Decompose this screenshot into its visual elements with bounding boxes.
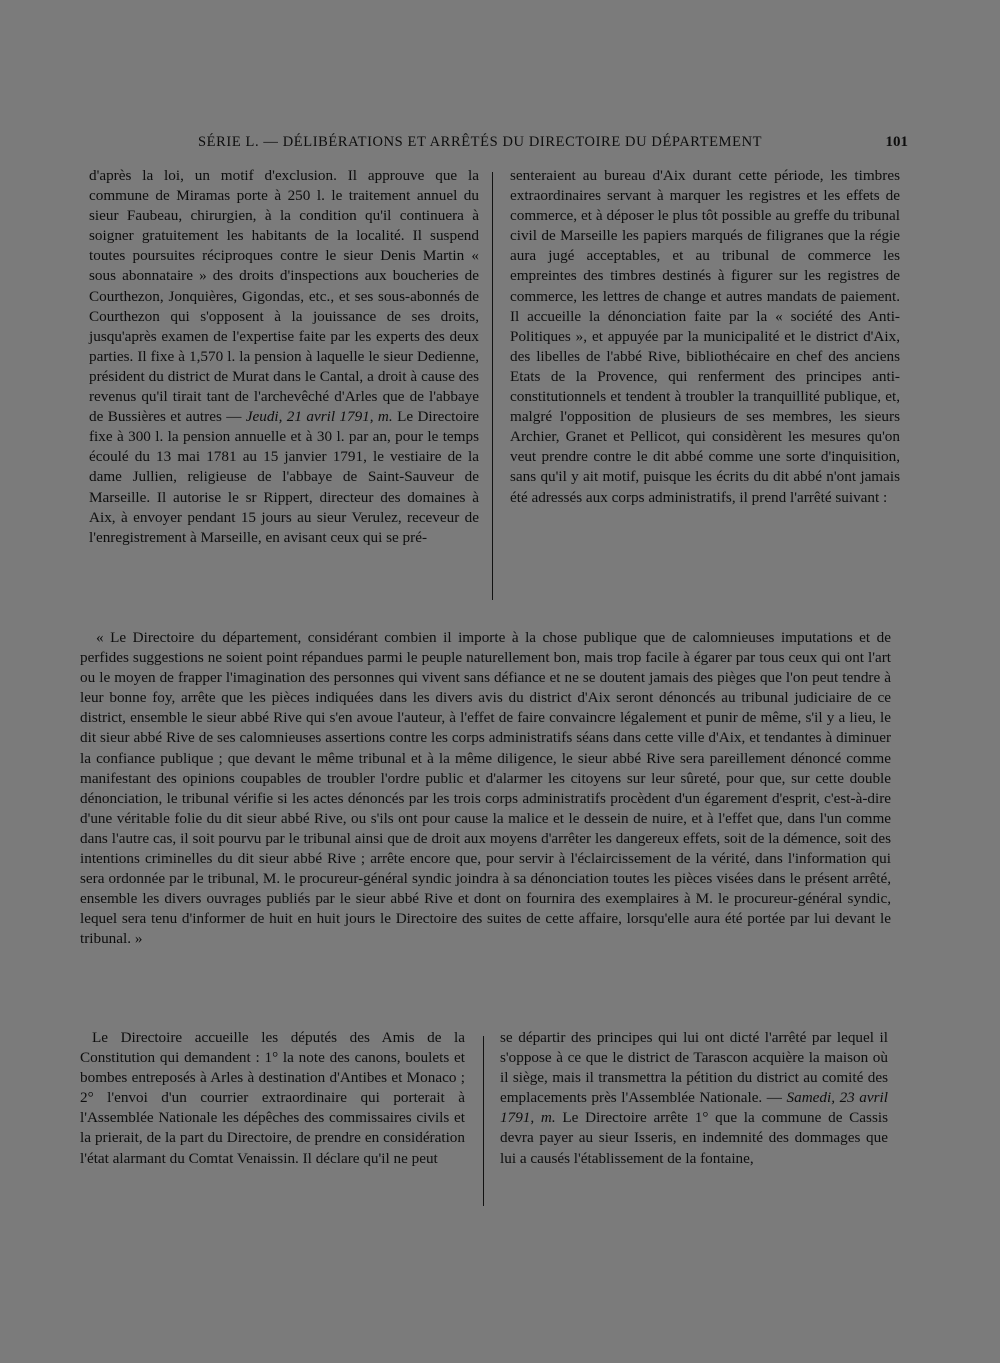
paragraph (89, 166, 479, 548)
top-right-column (510, 166, 900, 508)
paragraph-text: Le Directoire fixe à 300 l. la pension annuelle et à 30 l. par an, pour le temps écoulé du 13 mai 1781 au 15 janvier 1791, le vestiaire de la dame Jullien, religieuse de l'abbaye de Saint-Sauveur de Marseille. Il autorise le sr Rippert, directeur des domaines à Aix, à envoyer pendant 15 jours au sieur Verulez, receveur de l'enregistrement à Marseille, en avisant ceux qui se pré- (89, 408, 479, 546)
session-date: Jeudi, 21 avril 1791, m. (245, 408, 393, 426)
column-divider (492, 172, 493, 600)
paragraph-text: se départir des principes qui lui ont dicté l'arrêté par lequel il s'oppose à ce que le district de Tarascon acquière la maison où il siège, mais il transmettra la pétition du district au comité des emplacements près l'Assemblée Nationale. — (500, 1029, 888, 1107)
column-divider (483, 1036, 484, 1206)
bottom-right-column (500, 1028, 888, 1169)
page-header (198, 134, 908, 156)
paragraph-text: d'après la loi, un motif d'exclusion. Il approuve que la commune de Miramas porte à 250 l. le traitement annuel du sieur Faubeau, chirurgien, à la condition qu'il continuera à soigner gratuitement les habitants de la localité. Il suspend toutes poursuites réciproques contre le sieur Denis Martin « sous abonnataire » des droits d'inspections aux boucheries de Courthezon, Jonquières, Gigondas, etc., et ses sous-abonnés de Courthezon qui s'opposent à la jouissance de ses droits, jusqu'après examen de l'expertise faite par les experts des deux parties. Il fixe à 1,570 l. la pension à laquelle le sieur Dedienne, président du district de Murat dans le Cantal, a droit à cause des revenus qu'il tirait tant de l'archevêché d'Arles que de l'abbaye de Bussières et autres — (89, 167, 479, 426)
quote-text: « Le Directoire du département, considérant combien il importe à la chose publique que de calomnieuses imputations et de perfides suggestions ne soient point répandues parmi le peuple naturellement bon, mais trop facile à égarer par tous ceux qui ont l'art ou le moyen de frapper l'imagination des personnes qui vivent sans défiance et ne se doutent jamais des pièges que l'on peut tendre à leur bonne foy, arrête que les pièces indiquées dans les divers avis du district d'Aix seront dénoncés au tribunal judiciaire de ce district, ensemble le sieur abbé Rive qui s'en avoue l'auteur, à l'effet de faire convaincre légalement et punir de même, s'il y a lieu, le dit sieur abbé Rive de ses calomnieuses assertions contre les corps administratifs séans dans cette ville d'Aix, et tendantes à diminuer la confiance publique ; que devant le même tribunal et à la même diligence, le sieur abbé Rive sera pareillement dénoncé comme manifestant des opinions coupables de troubler l'ordre public et d'alarmer les citoyens sur leur sûreté, pour que, sur cette double dénonciation, le tribunal vérifie si les actes dénoncés par les trois corps administratifs procèdent d'un égarement d'esprit, c'est-à-dire d'une véritable folie du dit sieur abbé Rive, ou s'ils ont pour cause la malice et le dessein de nuire, et à l'effet que, dans l'un comme dans l'autre cas, il soit pourvu par le tribunal ainsi que de droit aux moyens d'arrêter les dangereux effets, soit de la démence, soit des intentions criminelles du dit sieur abbé Rive ; arrête encore que, pour servir à l'éclaircissement de la vérité, dans l'information qui sera ordonnée par le tribunal, M. le procureur-général syndic joindra à sa dénonciation toutes les pièces visées dans le présent arrêté, ensemble les divers ouvrages publiés par le sieur abbé Rive et dont on fournira des exemplaires à M. le procureur-général syndic, lequel sera tenu d'informer de huit en huit jours le Directoire des suites de cette affaire, lorsqu'elle aura été portée par lui devant le tribunal. » (80, 629, 891, 948)
paragraph-text: Le Directoire accueille les députés des Amis de la Constitution qui demandent : 1° la note des canons, boulets et bombes entreposés à Arles à destination d'Antibes et Monaco ; 2° l'envoi d'un courrier extraordinaire qui porterait à l'Assemblée Nationale les dépêches des commissaires civils et la prierait, de la part du Directoire, de prendre en considération l'état alarmant du Comtat Venaissin. Il déclare qu'il ne peut (80, 1029, 465, 1167)
paragraph-text: Le Directoire arrête 1° que la commune de Cassis devra payer au sieur Isseris, en indemnité des dommages que lui a causés l'établissement de la fontaine, (500, 1109, 888, 1167)
paragraph (500, 1028, 888, 1169)
session-date: Samedi, 23 avril 1791, m. (500, 1089, 888, 1127)
quoted-decree (80, 628, 891, 950)
page-number: 101 (885, 134, 908, 150)
top-left-column (89, 166, 479, 548)
paragraph-text: senteraient au bureau d'Aix durant cette période, les timbres extraordinaires servant à marquer les registres et les effets de commerce, et à déposer le plus tôt possible au greffe du tribunal civil de Marseille les papiers marqués de filigranes que la régie aura jugé acceptables, et au tribunal de commerce les empreintes des timbres destinés à figurer sur les registres de commerce, les lettres de change et autres mandats de paiement. Il accueille la dénonciation faite par la « société des Anti-Politiques », et appuyée par la municipalité et le district d'Aix, des libelles de l'abbé Rive, bibliothécaire en chef des anciens Etats de la Provence, qui renferment des principes anti-constitutionnels et tendent à troubler la tranquillité publique, et, malgré l'opposition de plusieurs de ses membres, les sieurs Archier, Granet et Pellicot, qui considèrent les mesures qu'on veut prendre contre le dit abbé comme une sorte d'inquisition, sans qu'il y ait motif, puisque les écrits du dit abbé n'ont jamais été adressés aux corps administratifs, il prend l'arrêté suivant : (510, 167, 900, 506)
running-title: SÉRIE L. — DÉLIBÉRATIONS ET ARRÊTÉS DU DIRECTOIRE DU DÉPARTEMENT (198, 134, 763, 150)
bottom-left-column (80, 1028, 465, 1169)
